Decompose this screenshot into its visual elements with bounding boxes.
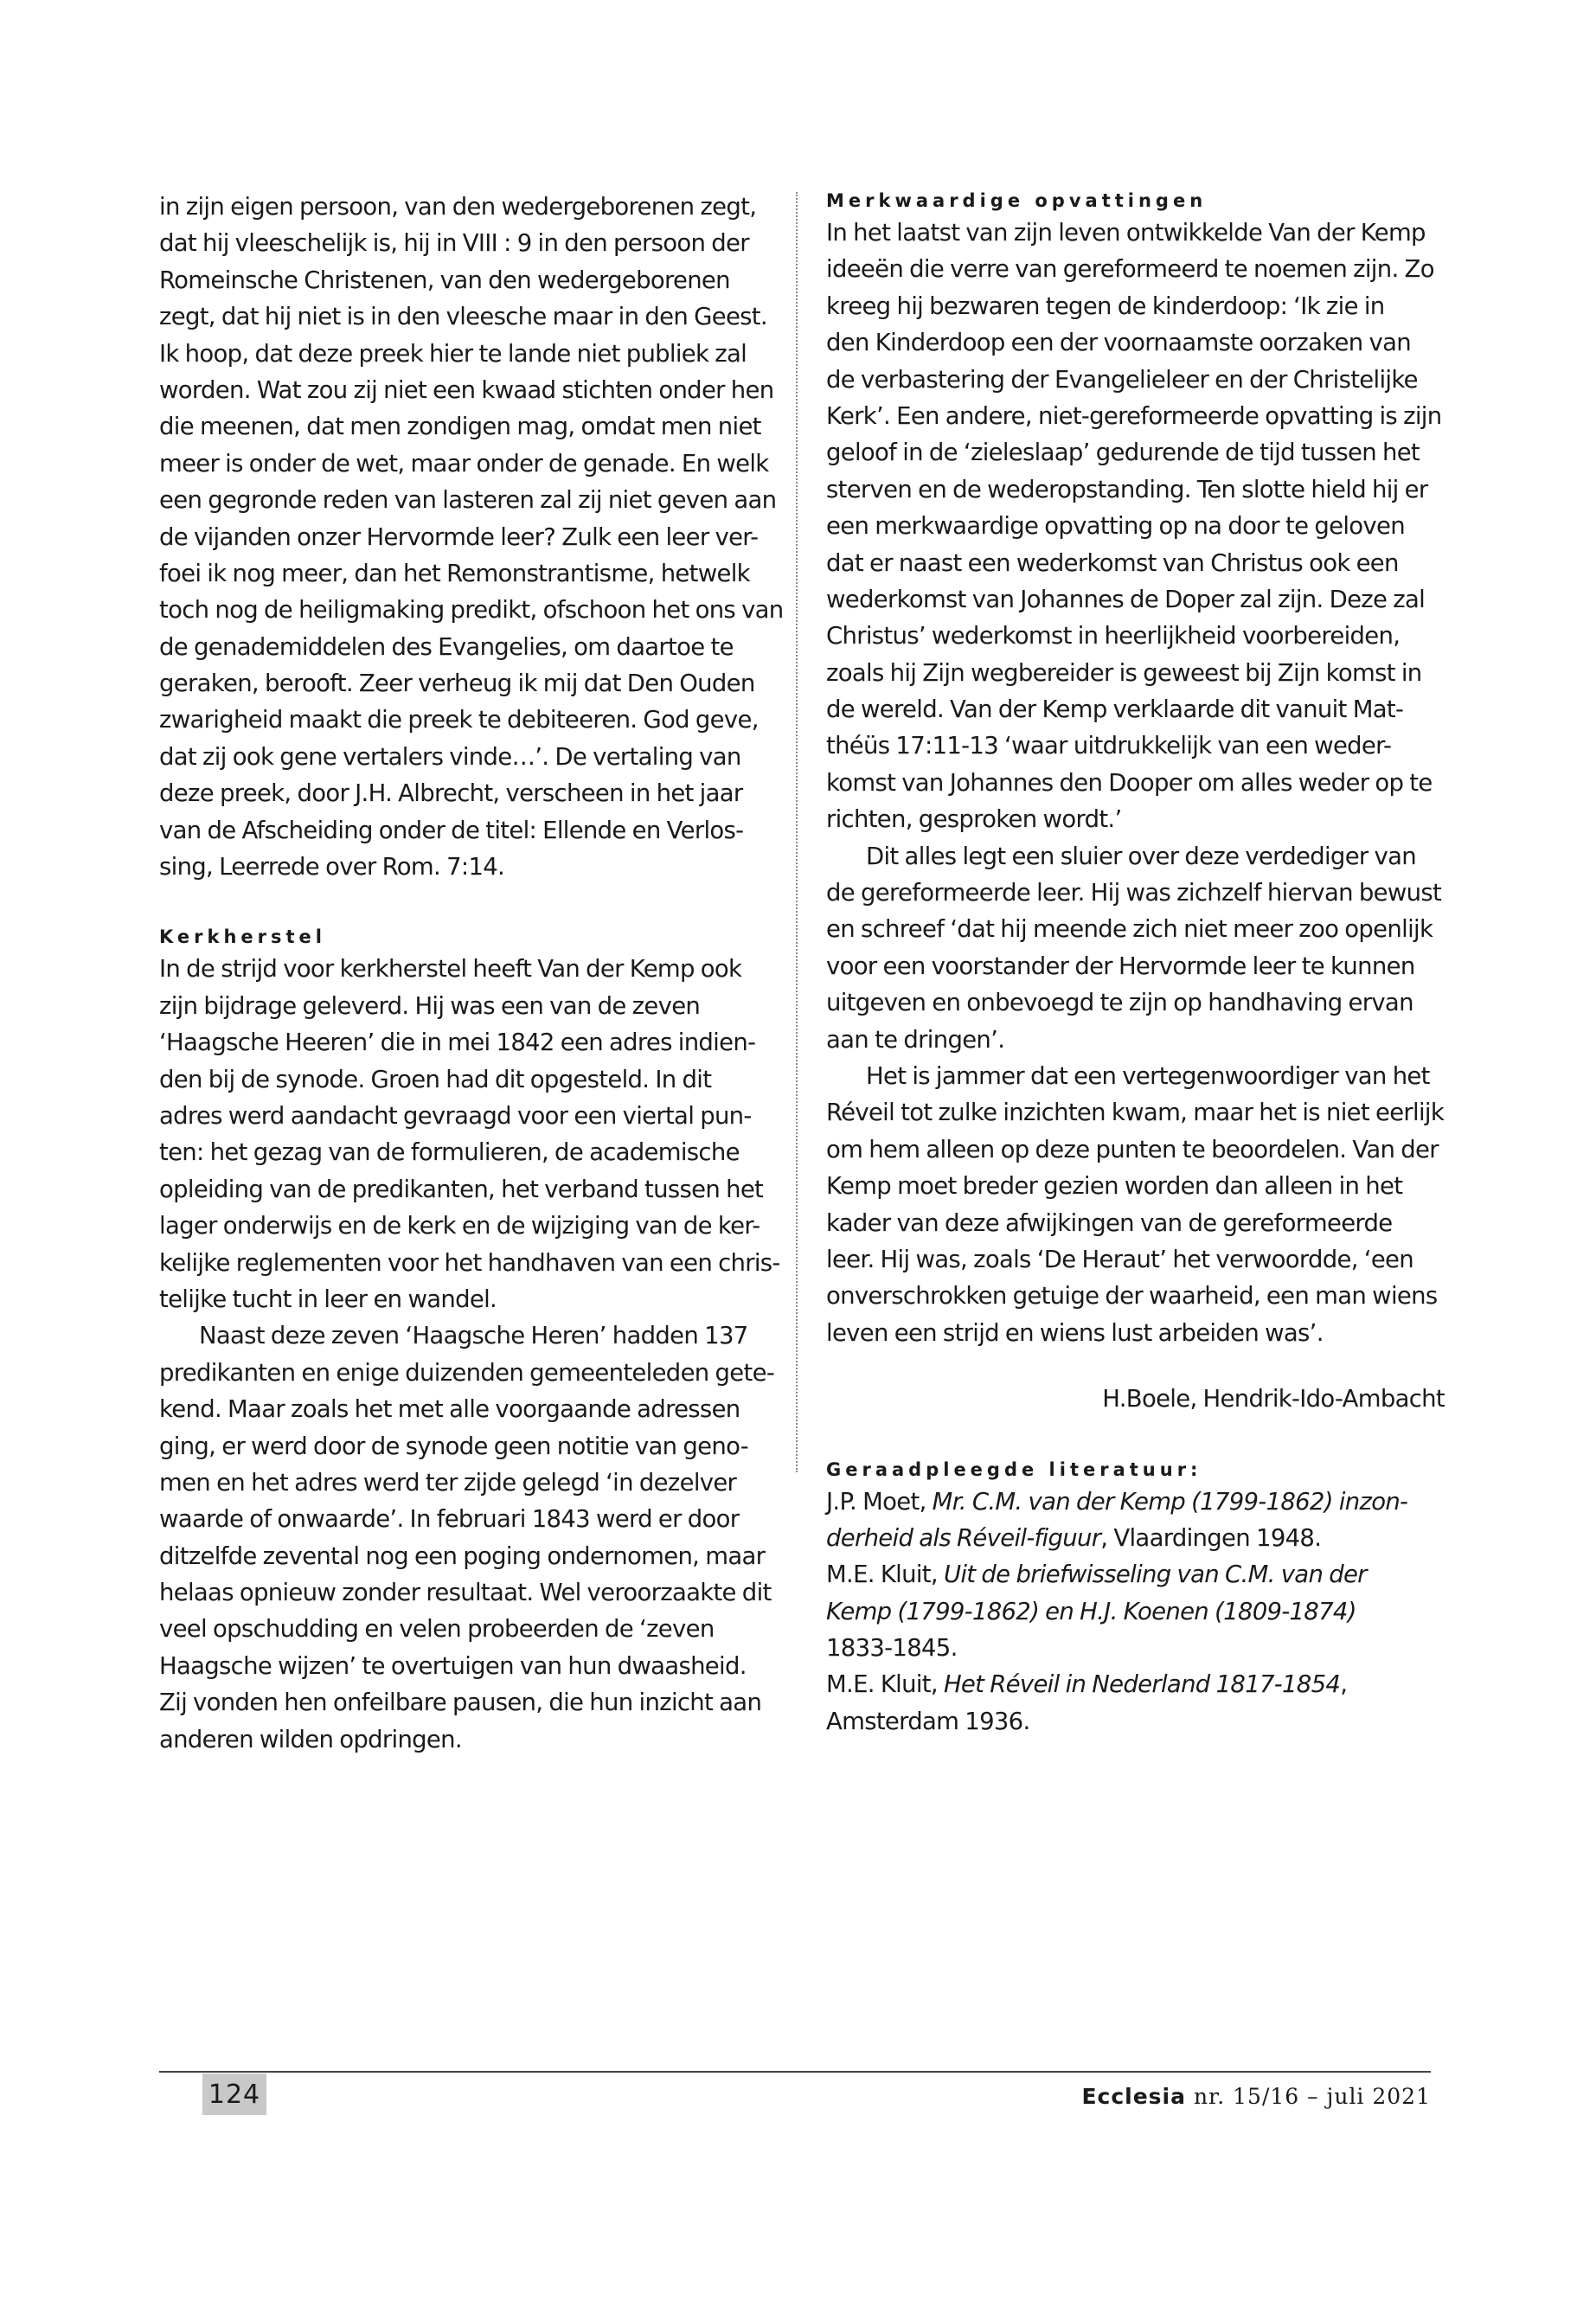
text-line: zoals hij Zijn wegbereider is geweest bij Zijn komst in xyxy=(826,658,1422,687)
text-line: zegt, dat hij niet is in den vleesche maar in den Geest. xyxy=(159,303,767,331)
text-line: den Kinderdoop een der voornaamste oorzaken van xyxy=(826,329,1411,357)
text-line: telijke tucht in leer en wandel. xyxy=(159,1285,497,1313)
text-line: predikanten en enige duizenden gemeenteleden gete- xyxy=(159,1358,775,1387)
text-line: leven een strijd en wiens lust arbeiden was’. xyxy=(826,1318,1324,1347)
text-line: helaas opnieuw zonder resultaat. Wel veroorzaakte dit xyxy=(159,1579,772,1607)
text-line: ‘Haagsche Heeren’ die in mei 1842 een adres indien- xyxy=(159,1029,756,1057)
text-line: uitgeven en onbevoegd te zijn op handhaving ervan xyxy=(826,989,1413,1017)
text-line: een gegronde reden van lasteren zal zij niet geven aan xyxy=(159,486,777,515)
reference-item xyxy=(826,1630,1445,1666)
left-paragraph-2 xyxy=(159,951,780,1317)
text-line: lager onderwijs en de kerk en de wijziging van de ker- xyxy=(159,1212,760,1240)
right-paragraph-1 xyxy=(826,215,1445,838)
reference-title: Kemp (1799-1862) en H.J. Koenen (1809-1874) xyxy=(826,1597,1356,1625)
reference-list xyxy=(826,1484,1445,1740)
text-line: de genademiddelen des Evangelies, om daartoe te xyxy=(159,632,734,661)
text-line: In het laatst van zijn leven ontwikkelde Van der Kemp xyxy=(826,219,1426,247)
text-line: ideeën die verre van gereformeerd te noemen zijn. Zo xyxy=(826,255,1434,284)
reference-author: M.E. Kluit, xyxy=(826,1561,944,1589)
reference-title: derheid als Réveil-figuur xyxy=(826,1523,1101,1552)
text-line: aan te dringen’. xyxy=(826,1025,1005,1054)
text-line: kend. Maar zoals het met alle voorgaande adressen xyxy=(159,1395,740,1424)
text-line: sing, Leerrede over Rom. 7:14. xyxy=(159,853,505,881)
journal-footer xyxy=(1081,2080,1431,2114)
text-line: richten, gesproken wordt.’ xyxy=(826,805,1122,834)
reference-publication: , Vlaardingen 1948. xyxy=(1100,1523,1322,1552)
text-line: van de Afscheiding onder de titel: Ellende en Verlos- xyxy=(159,816,744,844)
text-line: kelijke reglementen voor het handhaven van een chris- xyxy=(159,1248,780,1277)
text-line: geloof in de ‘zieleslaap’ gedurende de tijd tussen het xyxy=(826,439,1420,467)
text-line: sterven en de wederopstanding. Ten slotte hield hij er xyxy=(826,475,1428,503)
text-line: om hem alleen op deze punten te beoordelen. Van der xyxy=(826,1135,1439,1163)
column-divider xyxy=(796,192,798,1472)
text-line: onverschrokken getuige der waarheid, een man wiens xyxy=(826,1282,1438,1311)
section-heading-literatuur: Geraadpleegde literatuur: xyxy=(826,1458,1202,1480)
reference-author: J.P. Moet, xyxy=(826,1487,933,1516)
section-spacer xyxy=(826,1418,1445,1452)
text-line: Réveil tot zulke inzichten kwam, maar het is niet eerlijk xyxy=(826,1099,1445,1127)
text-line: zwarigheid maakt die preek te debiteeren. God geve, xyxy=(159,706,759,734)
text-line: de verbastering der Evangelieleer en der Christelijke xyxy=(826,365,1418,394)
right-paragraph-3 xyxy=(826,1058,1445,1351)
text-line: Dit alles legt een sluier over deze verdediger van xyxy=(866,842,1417,870)
journal-issue: nr. 15/16 – juli 2021 xyxy=(1186,2084,1431,2109)
text-line: théüs 17:11-13 ‘waar uitdrukkelijk van een weder- xyxy=(826,732,1392,760)
text-line: In de strijd voor kerkherstel heeft Van der Kemp ook xyxy=(159,955,742,984)
page-number: 124 xyxy=(208,2080,261,2110)
reference-publication: 1833-1845. xyxy=(826,1634,958,1663)
text-line: wederkomst van Johannes de Doper zal zijn. Deze zal xyxy=(826,585,1426,613)
text-line: komst van Johannes den Dooper om alles weder op te xyxy=(826,768,1433,797)
text-line: geraken, berooft. Zeer verheug ik mij dat Den Ouden xyxy=(159,670,755,698)
text-line: den bij de synode. Groen had dit opgesteld. In dit xyxy=(159,1065,712,1093)
reference-item xyxy=(826,1556,1445,1593)
text-line: leer. Hij was, zoals ‘De Heraut’ het verwoordde, ‘een xyxy=(826,1245,1414,1273)
text-line: in zijn eigen persoon, van den wedergeborenen zegt, xyxy=(159,193,757,221)
text-line: Kerk’. Een andere, niet-gereformeerde opvatting is zijn xyxy=(826,401,1442,430)
text-line: de gereformeerde leer. Hij was zichzelf hiervan bewust xyxy=(826,879,1442,907)
text-line: anderen wilden opdringen. xyxy=(159,1725,462,1753)
reference-item xyxy=(826,1703,1445,1740)
text-line: Haagsche wijzen’ te overtuigen van hun dwaasheid. xyxy=(159,1651,747,1680)
text-line: Naast deze zeven ‘Haagsche Heren’ hadden 137 xyxy=(199,1322,748,1350)
text-line: meer is onder de wet, maar onder de genade. En welk xyxy=(159,449,769,478)
left-paragraph-3 xyxy=(159,1317,775,1758)
text-line: Romeinsche Christenen, van den wedergeborenen xyxy=(159,266,730,294)
section-spacer xyxy=(826,1351,1445,1381)
text-line: een merkwaardige opvatting op na door te geloven xyxy=(826,512,1405,541)
text-line: deze preek, door J.H. Albrecht, verscheen in het jaar xyxy=(159,779,743,808)
reference-punctuation: , xyxy=(1340,1670,1348,1699)
text-line: Christus’ wederkomst in heerlijkheid voorbereiden, xyxy=(826,622,1401,651)
right-paragraph-2 xyxy=(826,838,1445,1058)
text-line: toch nog de heiligmaking predikt, ofschoon het ons van xyxy=(159,596,784,625)
reference-item xyxy=(826,1520,1445,1556)
text-line: Kemp moet breder gezien worden dan alleen in het xyxy=(826,1172,1403,1201)
reference-title: Het Réveil in Nederland 1817-1854 xyxy=(943,1670,1341,1699)
reference-title: Uit de briefwisseling van C.M. van der xyxy=(943,1561,1367,1589)
text-line: worden. Wat zou zij niet een kwaad stichten onder hen xyxy=(159,375,774,404)
text-line: Ik hoop, dat deze preek hier te lande niet publiek zal xyxy=(159,339,747,368)
journal-name: Ecclesia xyxy=(1081,2084,1186,2109)
text-line: Zij vonden hen onfeilbare pausen, die hun inzicht aan xyxy=(159,1689,762,1717)
right-column xyxy=(826,189,1445,1740)
author-signature: H.Boele, Hendrik-Ido-Ambacht xyxy=(1102,1385,1445,1413)
text-line: adres werd aandacht gevraagd voor een viertal pun- xyxy=(159,1101,752,1130)
text-line: dat zij ook gene vertalers vinde…’. De vertaling van xyxy=(159,742,741,771)
reference-item xyxy=(826,1484,1445,1520)
text-line: foei ik nog meer, dan het Remonstrantisme, hetwelk xyxy=(159,559,750,587)
text-line: opleiding van de predikanten, het verband tussen het xyxy=(159,1175,764,1203)
text-line: ditzelfde zevental nog een poging ondernomen, maar xyxy=(159,1541,766,1570)
section-heading-merkwaardige-opvattingen: Merkwaardige opvattingen xyxy=(826,190,1208,211)
text-line: Het is jammer dat een vertegenwoordiger van het xyxy=(866,1061,1430,1090)
text-line: kreeg hij bezwaren tegen de kinderdoop: ‘Ik zie in xyxy=(826,292,1385,320)
text-line: veel opschudding en velen probeerden de ‘zeven xyxy=(159,1615,715,1644)
text-line: kader van deze afwijkingen van de gereformeerde xyxy=(826,1208,1393,1237)
left-paragraph-1 xyxy=(159,189,784,885)
text-line: waarde of onwaarde’. In februari 1843 werd er door xyxy=(159,1505,740,1534)
reference-item xyxy=(826,1593,1445,1630)
text-line: ging, er werd door de synode geen notitie van geno- xyxy=(159,1432,748,1460)
text-line: ten: het gezag van de formulieren, de academische xyxy=(159,1138,740,1167)
text-line: de vijanden onzer Hervormde leer? Zulk een leer ver- xyxy=(159,522,759,551)
text-line: voor een voorstander der Hervormde leer te kunnen xyxy=(826,952,1415,980)
text-line: dat hij vleeschelijk is, hij in VIII : 9 in den persoon der xyxy=(159,229,749,258)
left-column xyxy=(159,189,784,1758)
text-line: die meenen, dat men zondigen mag, omdat men niet xyxy=(159,413,761,441)
footer-rule xyxy=(159,2071,1431,2073)
reference-item xyxy=(826,1666,1445,1702)
text-line: de wereld. Van der Kemp verklaarde dit vanuit Mat- xyxy=(826,695,1404,724)
section-spacer xyxy=(159,885,770,920)
text-line: dat er naast een wederkomst van Christus ook een xyxy=(826,548,1399,577)
reference-publication: Amsterdam 1936. xyxy=(826,1707,1030,1735)
text-line: men en het adres werd ter zijde gelegd ‘in dezelver xyxy=(159,1468,737,1497)
reference-author: M.E. Kluit, xyxy=(826,1670,944,1699)
section-heading-kerkherstel: Kerkherstel xyxy=(159,926,326,948)
text-line: en schreef ‘dat hij meende zich niet meer zoo openlijk xyxy=(826,915,1433,944)
reference-title: Mr. C.M. van der Kemp (1799-1862) inzon- xyxy=(932,1487,1408,1516)
text-line: zijn bijdrage geleverd. Hij was een van de zeven xyxy=(159,991,701,1020)
